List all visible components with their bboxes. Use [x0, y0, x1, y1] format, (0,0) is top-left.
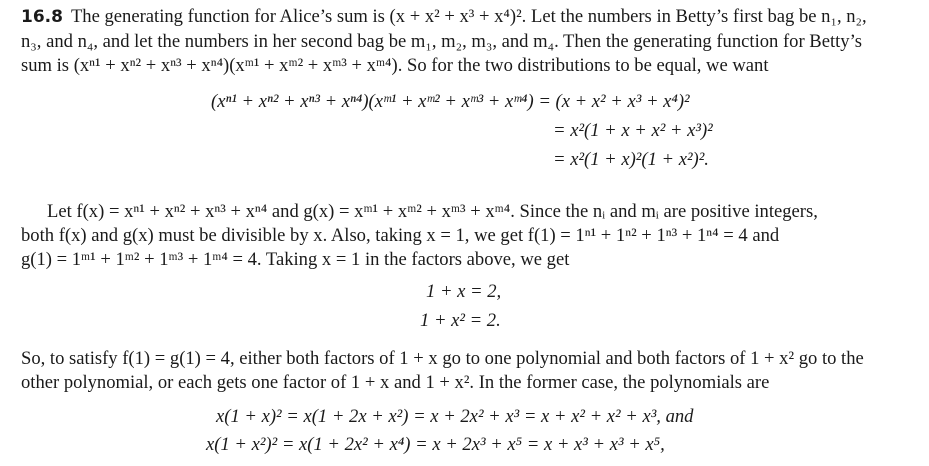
display-equation-1-line-3: = x²(1 + x)²(1 + x²)².	[553, 149, 709, 170]
display-equation-3-line-2: x(1 + x²)² = x(1 + 2x² + x⁴) = x + 2x³ + x⁵ = x + x³ + x³ + x⁵,	[206, 434, 665, 455]
display-equation-1-line-1: (xⁿ¹ + xⁿ² + xⁿ³ + xⁿ⁴)(xᵐ¹ + xᵐ² + xᵐ³ + xᵐ⁴) = (x + x² + x³ + x⁴)²	[211, 91, 690, 112]
paragraph-2-line-3: g(1) = 1ᵐ¹ + 1ᵐ² + 1ᵐ³ + 1ᵐ⁴ = 4. Taking x = 1 in the factors above, we get	[21, 249, 570, 270]
display-equation-3-line-1: x(1 + x)² = x(1 + 2x + x²) = x + 2x² + x³ = x + x² + x² + x³, and	[216, 406, 694, 427]
paragraph-3-line-1: So, to satisfy f(1) = g(1) = 4, either both factors of 1 + x go to one polynomial and both factors of 1 + x² go to the	[21, 348, 864, 369]
text-line: The generating function for Alice’s sum is (x + x² + x³ + x⁴)². Let the numbers in Betty’s first bag be n₁, n₂,	[70, 6, 867, 27]
problem-number: 16.8	[21, 7, 63, 27]
paragraph-1-line-1	[21, 6, 867, 28]
display-equation-2-line-1: 1 + x = 2,	[426, 281, 502, 302]
text-line: sum is (xⁿ¹ + xⁿ² + xⁿ³ + xⁿ⁴)(xᵐ¹ + xᵐ² + xᵐ³ + xᵐ⁴). So for the two distributions to be equal, we want	[21, 55, 769, 76]
paragraph-1-line-3	[21, 55, 769, 77]
display-equation-1-line-2: = x²(1 + x + x² + x³)²	[553, 120, 713, 141]
display-equation-2-line-2: 1 + x² = 2.	[420, 310, 501, 331]
paragraph-2-line-1: Let f(x) = xⁿ¹ + xⁿ² + xⁿ³ + xⁿ⁴ and g(x) = xᵐ¹ + xᵐ² + xᵐ³ + xᵐ⁴. Since the nᵢ and mᵢ are positive integers,	[47, 201, 818, 222]
paragraph-1-line-2	[21, 31, 862, 53]
paragraph-2-line-2: both f(x) and g(x) must be divisible by x. Also, taking x = 1, we get f(1) = 1ⁿ¹ + 1ⁿ² + 1ⁿ³ + 1ⁿ⁴ = 4 and	[21, 225, 780, 246]
text-line: n₃, and n₄, and let the numbers in her second bag be m₁, m₂, m₃, and m₄. Then the generating function for Betty’s	[21, 31, 862, 52]
paragraph-3-line-2: other polynomial, or each gets one factor of 1 + x and 1 + x². In the former case, the polynomials are	[21, 372, 770, 393]
